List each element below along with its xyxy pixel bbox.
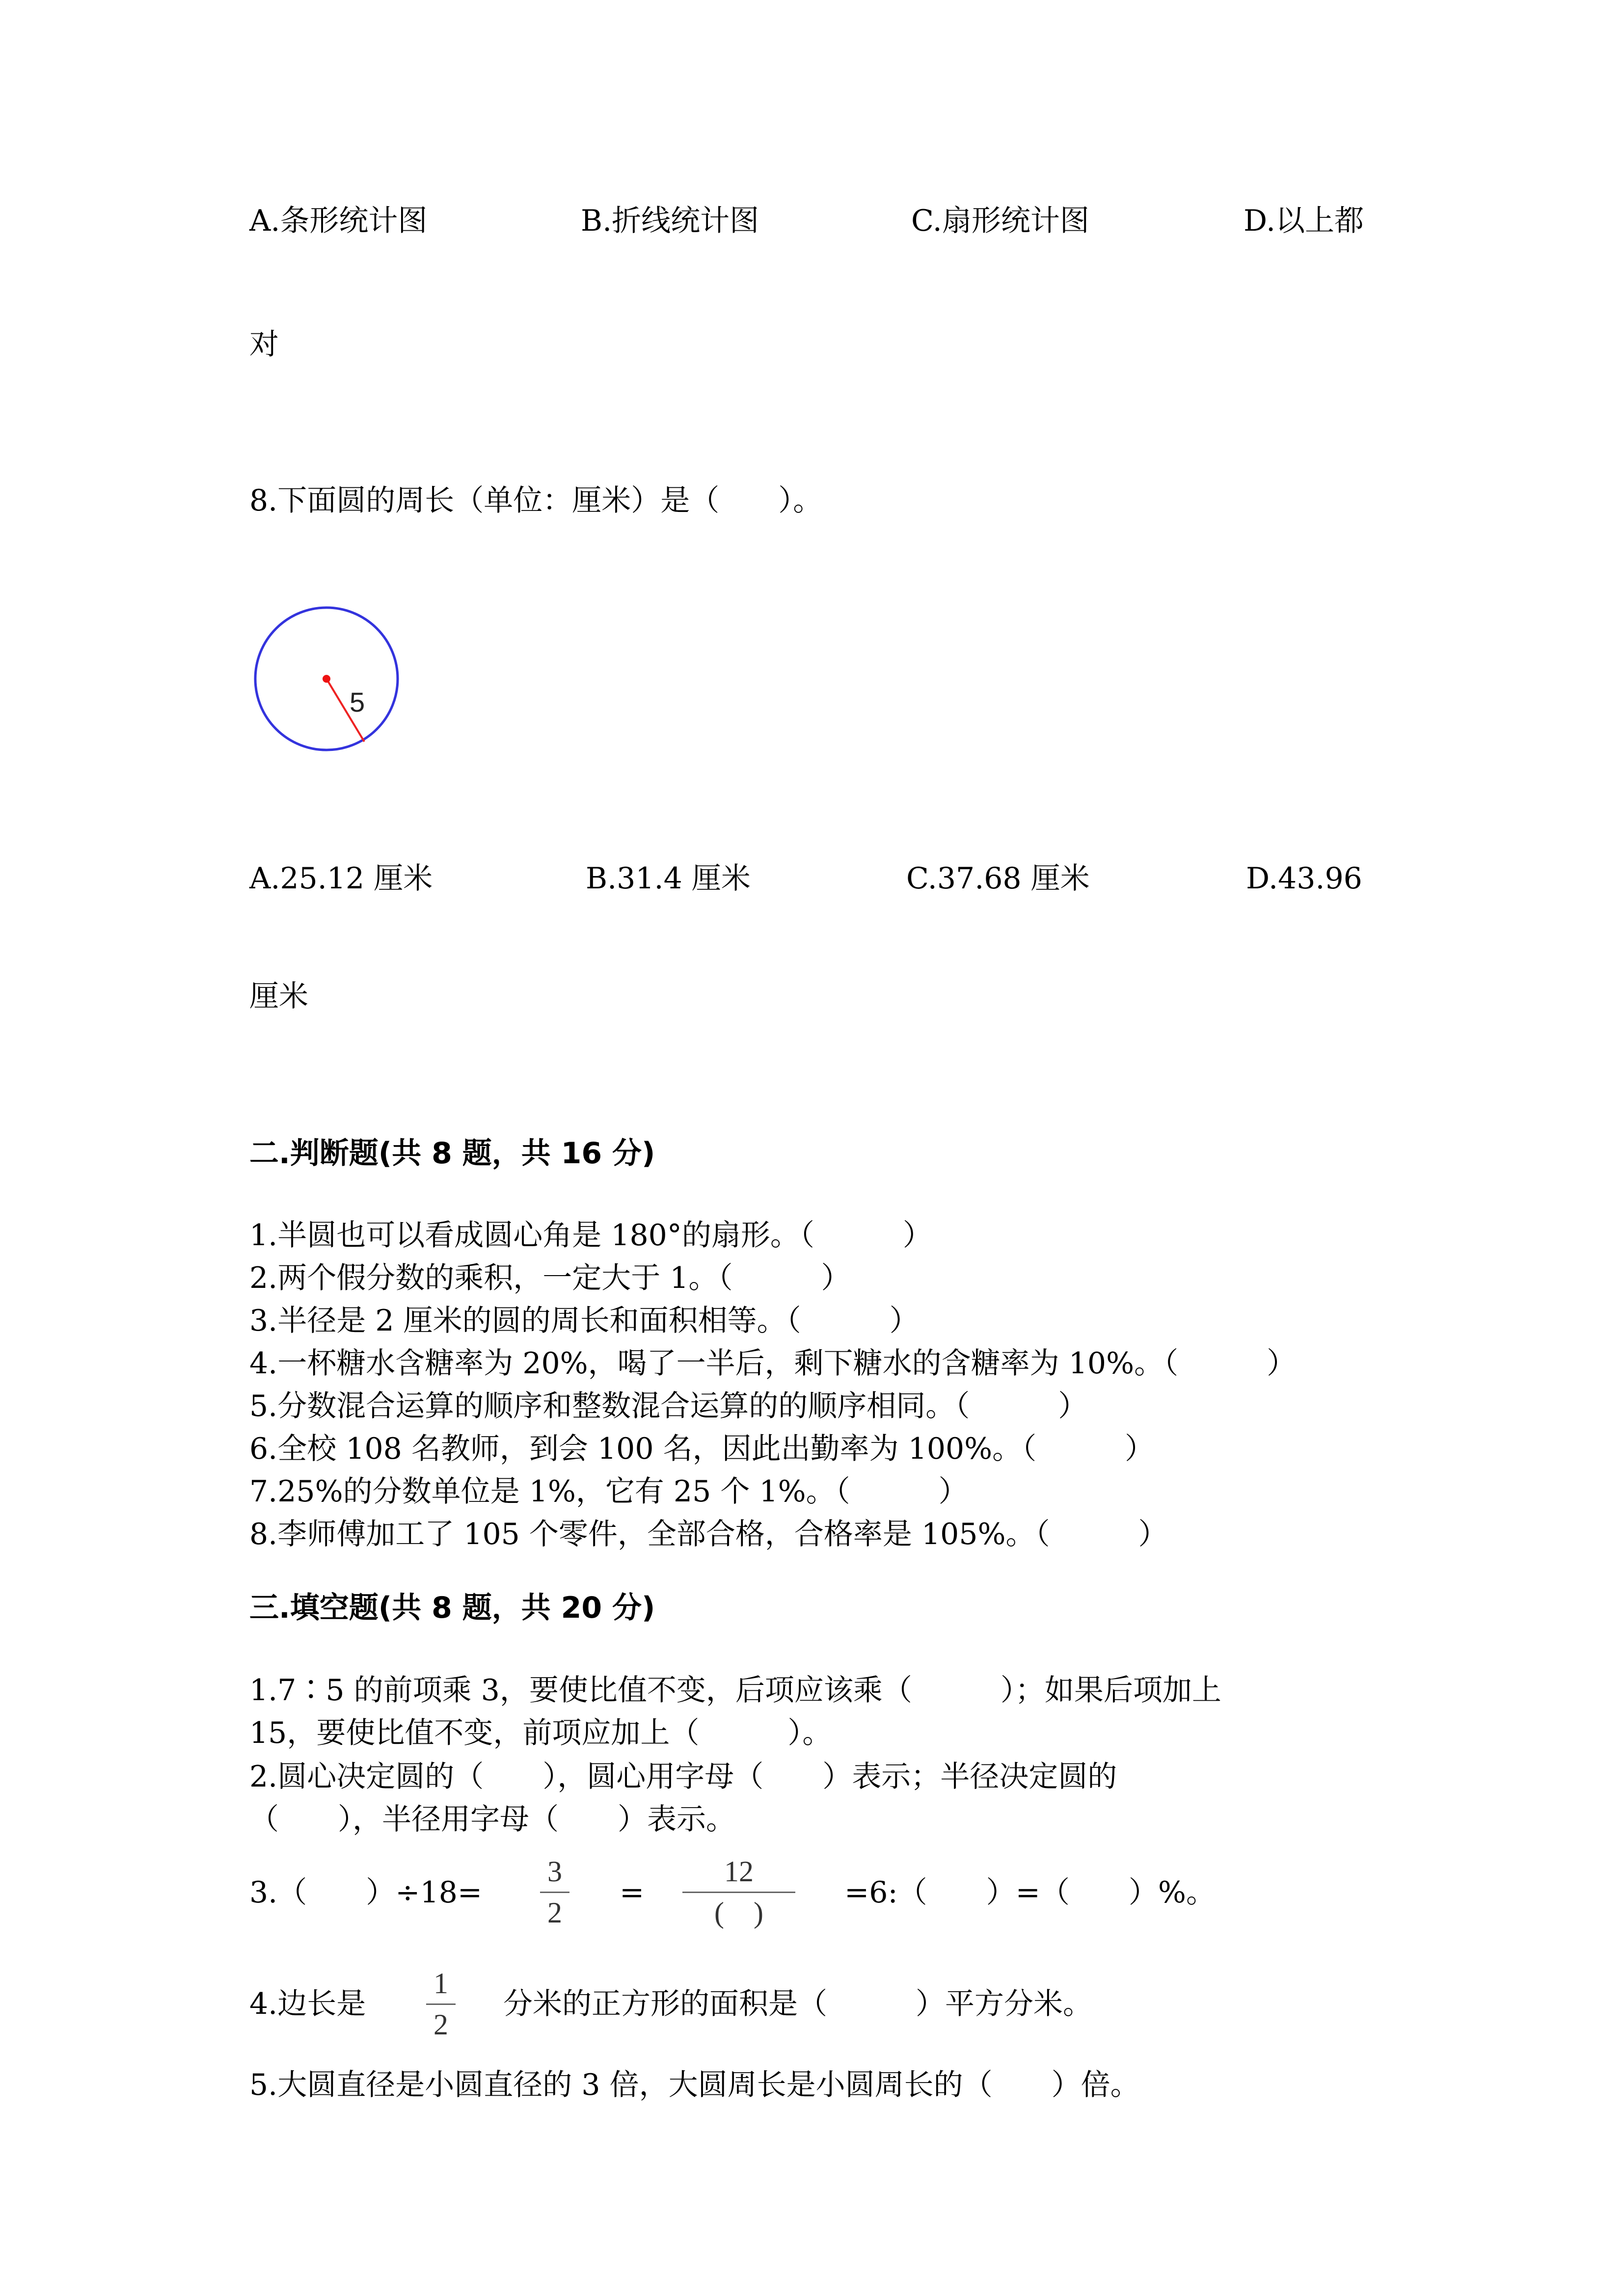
section3-q1-line2: 15，要使比值不变，前项应加上（ ）。 (249, 1716, 832, 1750)
section2-item-4: 4.一杯糖水含糖率为 20%，喝了一半后，剩下糖水的含糖率为 10%。（ ） (249, 1346, 1297, 1381)
radius-label: 5 (350, 687, 365, 718)
section3-title: 三.填空题(共 8 题，共 20 分) (249, 1591, 655, 1625)
q8-option-a: A.25.12 厘米 (249, 861, 433, 896)
section2-item-6: 6.全校 108 名教师，到会 100 名，因此出勤率为 100%。（ ） (249, 1432, 1155, 1466)
center-dot (323, 675, 330, 683)
section2-item-2: 2.两个假分数的乘积，一定大于 1。（ ） (249, 1261, 851, 1295)
circle-figure (250, 603, 403, 755)
section3-q4-part2: 分米的正方形的面积是（ ）平方分米。 (503, 1987, 1092, 2021)
q8-option-d: D.43.96 (1246, 861, 1362, 896)
fraction-numerator: 3 (547, 1855, 562, 1888)
section3-q2-line1: 2.圆心决定圆的（ ），圆心用字母（ ）表示；半径决定圆的 (249, 1760, 1117, 1794)
section3-q3-part2: =6:（ ）=（ ）%。 (844, 1875, 1216, 1910)
section3-q2-line2: （ ），半径用字母（ ）表示。 (249, 1802, 735, 1837)
section2-item-7: 7.25%的分数单位是 1%，它有 25 个 1%。（ ） (249, 1474, 968, 1509)
q7-option-c: C.扇形统计图 (911, 204, 1089, 238)
fraction-denominator: ( ) (714, 1896, 763, 1929)
q7-option-d: D.以上都 (1244, 204, 1364, 238)
section3-q4-part1: 4.边长是 (249, 1987, 366, 2021)
q8-option-c: C.37.68 厘米 (906, 861, 1090, 896)
q8-option-d-continued: 厘米 (249, 979, 308, 1014)
fraction-denominator: 2 (433, 2008, 448, 2041)
section2-item-8: 8.李师傅加工了 105 个零件，全部合格，合格率是 105%。（ ） (249, 1517, 1168, 1551)
q7-option-a: A.条形统计图 (249, 204, 428, 238)
section2-title: 二.判断题(共 8 题，共 16 分) (249, 1136, 655, 1171)
q3-equals-sign: = (620, 1875, 645, 1910)
fraction-numerator: 1 (433, 1967, 448, 2000)
q4-fraction-1-over-2 (426, 1965, 456, 2043)
q3-fraction-3-over-2 (540, 1853, 569, 1931)
section2-item-3: 3.半径是 2 厘米的圆的周长和面积相等。（ ） (249, 1304, 919, 1338)
q8-stem: 8.下面圆的周长（单位：厘米）是（ ）。 (249, 483, 823, 518)
section2-item-1: 1.半圆也可以看成圆心角是 180°的扇形。（ ） (249, 1218, 932, 1253)
q3-fraction-12-over-blank (682, 1853, 795, 1931)
fraction-numerator: 12 (724, 1855, 754, 1888)
section2-item-5: 5.分数混合运算的顺序和整数混合运算的的顺序相同。（ ） (249, 1389, 1088, 1423)
section3-q3-part1: 3.（ ）÷18= (249, 1875, 483, 1910)
q8-option-b: B.31.4 厘米 (586, 861, 751, 896)
q7-option-d-continued: 对 (249, 327, 279, 362)
section3-q5: 5.大圆直径是小圆直径的 3 倍，大圆周长是小圆周长的（ ）倍。 (249, 2068, 1140, 2102)
section3-q1-line1: 1.7∶5 的前项乘 3，要使比值不变，后项应该乘（ ）；如果后项加上 (249, 1673, 1221, 1708)
fraction-denominator: 2 (547, 1896, 562, 1929)
q7-option-b: B.折线统计图 (581, 204, 759, 238)
